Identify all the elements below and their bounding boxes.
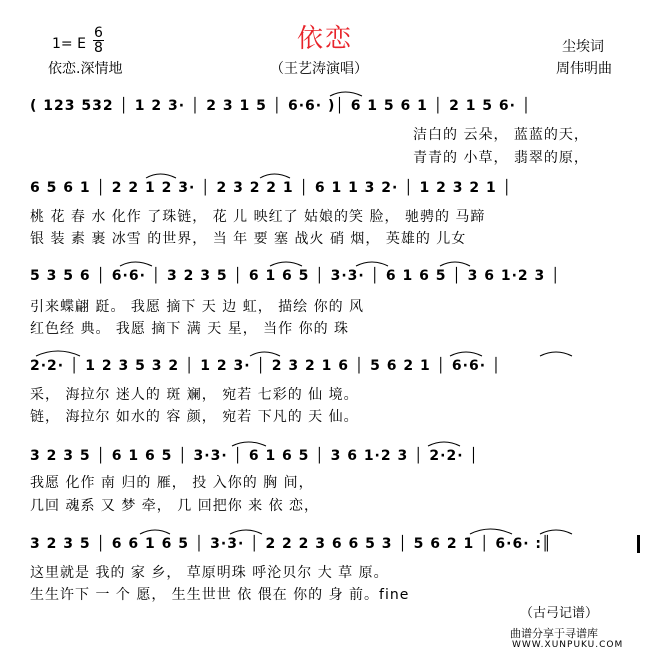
key-signature: 1= E bbox=[52, 36, 86, 52]
lyrics-line-6-verse-1: 这里就是 我的 家 乡， 草原明珠 呼沦贝尔 大 草 原。 bbox=[30, 565, 389, 581]
slur-arc bbox=[540, 530, 572, 534]
lyrics-line-4-verse-2: 链， 海拉尔 如水的 容 颜， 宛若 下凡的 天 仙。 bbox=[30, 409, 359, 425]
notation-line-3: 5 3 5 6 │ 6·6· │ 3 2 3 5 │ 6 1 6 5 │ 3·3· │ 6 1 6 5 │ 3 6 1·2 3 │ bbox=[30, 268, 561, 284]
lyrics-line-5-verse-1: 我愿 化作 南 归的 雁， 投 入你的 胸 间， bbox=[30, 475, 314, 491]
slur-arc bbox=[270, 262, 302, 266]
notation-line-1: ( 123 532 │ 1 2 3· │ 2 3 1 5 │ 6·6· )│ 6 1 5 6 1 │ 2 1 5 6· │ bbox=[30, 98, 532, 114]
notation-line-6: 3 2 3 5 │ 6 6 1 6 5 │ 3·3· │ 2 2 2 3 6 6 5 3 │ 5 6 2 1 │ 6·6· :║ bbox=[30, 536, 552, 552]
slur-arc bbox=[232, 442, 266, 446]
slur-arc bbox=[450, 352, 482, 356]
lyricist-credit: 尘埃词 bbox=[562, 39, 604, 55]
lyrics-line-3-verse-2: 红色经 典。 我愿 摘下 满 天 星， 当作 你的 珠 bbox=[30, 321, 350, 337]
meter-top: 6 bbox=[94, 25, 103, 41]
notation-line-4: 2·2· │ 1 2 3 5 3 2 │ 1 2 3· │ 2 3 2 1 6 │ 5 6 2 1 │ 6·6· │ bbox=[30, 358, 502, 374]
footer-text: 曲谱分享于寻谱库 bbox=[510, 627, 598, 640]
lyrics-line-3-verse-1: 引来蝶翩 跹。 我愿 摘下 天 边 虹， 描绘 你的 风 bbox=[30, 299, 365, 315]
lyrics-line-2-verse-2: 银 装 素 裹 冰雪 的世界， 当 年 要 塞 战火 硝 烟， 英雄的 儿女 bbox=[30, 231, 467, 247]
slur-arc bbox=[330, 92, 362, 96]
lyrics-line-1-verse-2: 青青的 小草， 翡翠的原， bbox=[413, 150, 589, 166]
time-signature bbox=[93, 26, 104, 55]
lyrics-line-5-verse-2: 几回 魂系 又 梦 牵， 几 回把你 来 依 恋， bbox=[30, 498, 320, 514]
singer-credit: （王艺涛演唱） bbox=[270, 61, 368, 77]
slur-arc bbox=[36, 351, 80, 356]
meter-bottom: 8 bbox=[94, 40, 103, 56]
slur-arc bbox=[250, 352, 280, 356]
slur-arc bbox=[428, 442, 460, 446]
lyrics-line-4-verse-1: 采， 海拉尔 迷人的 斑 斓， 宛若 七彩的 仙 境。 bbox=[30, 387, 359, 403]
slur-arc bbox=[146, 174, 176, 178]
slur-arc bbox=[260, 174, 290, 178]
slur-arc bbox=[540, 352, 572, 356]
transcriber-credit: （古弓记谱） bbox=[520, 606, 599, 621]
notation-line-2: 6 5 6 1 │ 2 2 1 2 3· │ 2 3 2 2 1 │ 6 1 1 3 2· │ 1 2 3 2 1 │ bbox=[30, 180, 513, 196]
slur-arc bbox=[140, 530, 170, 534]
footer-site: WWW.XUNPUKU.COM bbox=[512, 640, 624, 650]
lyrics-line-6-verse-2: 生生许下 一 个 愿， 生生世世 依 偎在 你的 身 前。fine bbox=[30, 587, 410, 603]
slur-arc bbox=[230, 530, 262, 534]
composer-credit: 周伟明曲 bbox=[556, 61, 612, 77]
song-title: 依恋 bbox=[297, 24, 354, 54]
slur-arc bbox=[356, 262, 388, 266]
tempo-marking: 依恋.深情地 bbox=[48, 61, 123, 77]
lyrics-line-1-verse-1: 洁白的 云朵， 蓝蓝的天， bbox=[413, 127, 589, 143]
notation-line-5: 3 2 3 5 │ 6 1 6 5 │ 3·3· │ 6 1 6 5 │ 3 6 1·2 3 │ 2·2· │ bbox=[30, 448, 479, 464]
lyrics-line-2-verse-1: 桃 花 春 水 化作 了珠链， 花 儿 映红了 姑娘的笑 脸， 驰骋的 马蹄 bbox=[30, 209, 486, 225]
slur-arc bbox=[440, 262, 470, 266]
slur-arc bbox=[470, 529, 512, 534]
final-barline bbox=[637, 535, 640, 553]
slur-arc bbox=[120, 262, 152, 266]
